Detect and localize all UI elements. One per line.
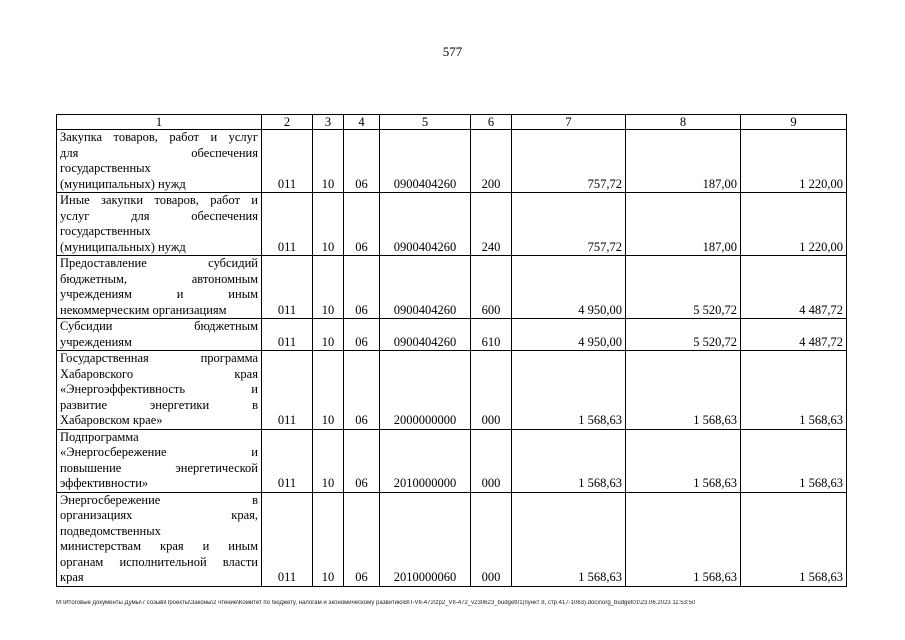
table-row — [57, 492, 847, 586]
expense-name-line: повышение энергетической — [60, 460, 258, 475]
amount-col8-cell: 187,00 — [626, 193, 741, 256]
expense-name-line: Хабаровском крае» — [60, 413, 163, 427]
expense-name-line: бюджетным, автономным — [60, 271, 258, 286]
expense-type-cell: 200 — [471, 130, 512, 193]
amount-col8-cell: 187,00 — [626, 130, 741, 193]
admin-code-cell: 011 — [262, 193, 313, 256]
target-article-cell: 2010000060 — [380, 492, 471, 586]
section-cell: 10 — [313, 429, 344, 492]
header-col-1: 1 — [57, 115, 262, 130]
amount-col9-cell: 1 568,63 — [741, 429, 847, 492]
expense-type-cell: 000 — [471, 429, 512, 492]
expense-name-line: Государственная программа — [60, 351, 258, 365]
table-header — [57, 115, 847, 130]
expense-type-cell: 000 — [471, 351, 512, 430]
admin-code-cell: 011 — [262, 351, 313, 430]
expense-name-line: Субсидии бюджетным — [60, 319, 258, 333]
expense-name-cell — [57, 256, 262, 319]
subsection-cell: 06 — [344, 130, 380, 193]
table-row — [57, 319, 847, 351]
subsection-cell: 06 — [344, 351, 380, 430]
target-article-cell: 0900404260 — [380, 256, 471, 319]
amount-col7-cell: 757,72 — [512, 193, 626, 256]
expense-name-line: Иные закупки товаров, работ и — [60, 193, 258, 207]
section-cell: 10 — [313, 319, 344, 351]
expense-name-line: (муниципальных) нужд — [60, 176, 186, 191]
expense-name-line: (муниципальных) нужд — [60, 239, 186, 254]
amount-col9-cell: 1 568,63 — [741, 492, 847, 586]
header-col-6: 6 — [471, 115, 512, 130]
header-row — [57, 115, 847, 130]
header-col-9: 9 — [741, 115, 847, 130]
expense-name-line: некоммерческим организациям — [60, 302, 227, 317]
expense-name-cell — [57, 492, 262, 586]
header-col-3: 3 — [313, 115, 344, 130]
expense-name-line: для обеспечения — [60, 145, 258, 160]
target-article-cell: 0900404260 — [380, 130, 471, 193]
admin-code-cell: 011 — [262, 429, 313, 492]
amount-col9-cell: 1 568,63 — [741, 351, 847, 430]
admin-code-cell: 011 — [262, 492, 313, 586]
expense-type-cell: 610 — [471, 319, 512, 351]
subsection-cell: 06 — [344, 193, 380, 256]
amount-col8-cell: 5 520,72 — [626, 256, 741, 319]
amount-col8-cell: 1 568,63 — [626, 492, 741, 586]
target-article-cell: 2000000000 — [380, 351, 471, 430]
expense-name-line: учреждениям и иным — [60, 287, 258, 301]
subsection-cell: 06 — [344, 429, 380, 492]
expense-name-line: «Энергоэффективность и — [60, 382, 258, 396]
expense-name-line: края — [60, 570, 84, 584]
section-cell: 10 — [313, 130, 344, 193]
section-cell: 10 — [313, 193, 344, 256]
expense-name-line: органам исполнительной власти — [60, 554, 258, 569]
target-article-cell: 0900404260 — [380, 193, 471, 256]
amount-col8-cell: 5 520,72 — [626, 319, 741, 351]
expense-name-line: «Энергосбережение и — [60, 445, 258, 459]
expense-name-cell — [57, 130, 262, 193]
expense-name-line: Предоставление субсидий — [60, 256, 258, 270]
table-row — [57, 256, 847, 319]
expense-name-line: учреждениям — [60, 334, 132, 349]
amount-col9-cell: 4 487,72 — [741, 319, 847, 351]
expense-name-line: услуг для обеспечения — [60, 208, 258, 223]
target-article-cell: 2010000000 — [380, 429, 471, 492]
header-col-2: 2 — [262, 115, 313, 130]
expense-type-cell: 600 — [471, 256, 512, 319]
header-col-8: 8 — [626, 115, 741, 130]
admin-code-cell: 011 — [262, 130, 313, 193]
amount-col7-cell: 1 568,63 — [512, 492, 626, 586]
table-row — [57, 429, 847, 492]
expense-name-cell — [57, 429, 262, 492]
amount-col9-cell: 1 220,00 — [741, 130, 847, 193]
footer-file-path: M:\Итоговые документы Думы\7 созыв\Проекты\Законы\2 чтение\Комитет по бюджету, налогам и экономическому развитию\ВП-VII-472\zp2_VII-472_v230623_budget01(пункт 8, стр.417-1063).docx\org_budget01\23.06.2023 11:53:50 — [56, 600, 696, 606]
expense-type-cell: 240 — [471, 193, 512, 256]
expense-name-cell — [57, 319, 262, 351]
amount-col8-cell: 1 568,63 — [626, 429, 741, 492]
expense-name-line: эффективности» — [60, 476, 149, 490]
table-body — [57, 130, 847, 587]
subsection-cell: 06 — [344, 319, 380, 351]
expense-name-line: министерствам края и иным — [60, 539, 258, 553]
header-col-5: 5 — [380, 115, 471, 130]
expense-name-line: Хабаровского края — [60, 366, 258, 381]
section-cell: 10 — [313, 351, 344, 430]
expense-name-line: Закупка товаров, работ и услуг — [60, 130, 258, 144]
amount-col7-cell: 4 950,00 — [512, 256, 626, 319]
table-row — [57, 351, 847, 430]
target-article-cell: 0900404260 — [380, 319, 471, 351]
section-cell: 10 — [313, 492, 344, 586]
amount-col9-cell: 1 220,00 — [741, 193, 847, 256]
amount-col7-cell: 4 950,00 — [512, 319, 626, 351]
page-number: 577 — [442, 44, 463, 59]
amount-col7-cell: 757,72 — [512, 130, 626, 193]
section-cell: 10 — [313, 256, 344, 319]
expense-name-line: государственных — [60, 161, 151, 175]
amount-col7-cell: 1 568,63 — [512, 429, 626, 492]
amount-col7-cell: 1 568,63 — [512, 351, 626, 430]
expense-name-line: организациях края, — [60, 508, 258, 522]
table-row — [57, 130, 847, 193]
amount-col8-cell: 1 568,63 — [626, 351, 741, 430]
amount-col9-cell: 4 487,72 — [741, 256, 847, 319]
subsection-cell: 06 — [344, 256, 380, 319]
expense-name-line: развитие энергетики в — [60, 397, 258, 412]
admin-code-cell: 011 — [262, 256, 313, 319]
budget-table — [56, 114, 847, 587]
expense-name-line: Энергосбережение в — [60, 492, 258, 507]
header-col-7: 7 — [512, 115, 626, 130]
header-col-4: 4 — [344, 115, 380, 130]
expense-name-line: государственных — [60, 224, 151, 238]
admin-code-cell: 011 — [262, 319, 313, 351]
table-row — [57, 193, 847, 256]
expense-name-cell — [57, 351, 262, 430]
expense-name-cell — [57, 193, 262, 256]
subsection-cell: 06 — [344, 492, 380, 586]
expense-type-cell: 000 — [471, 492, 512, 586]
expense-name-line: Подпрограмма — [60, 429, 139, 444]
expense-name-line: подведомственных — [60, 523, 161, 538]
